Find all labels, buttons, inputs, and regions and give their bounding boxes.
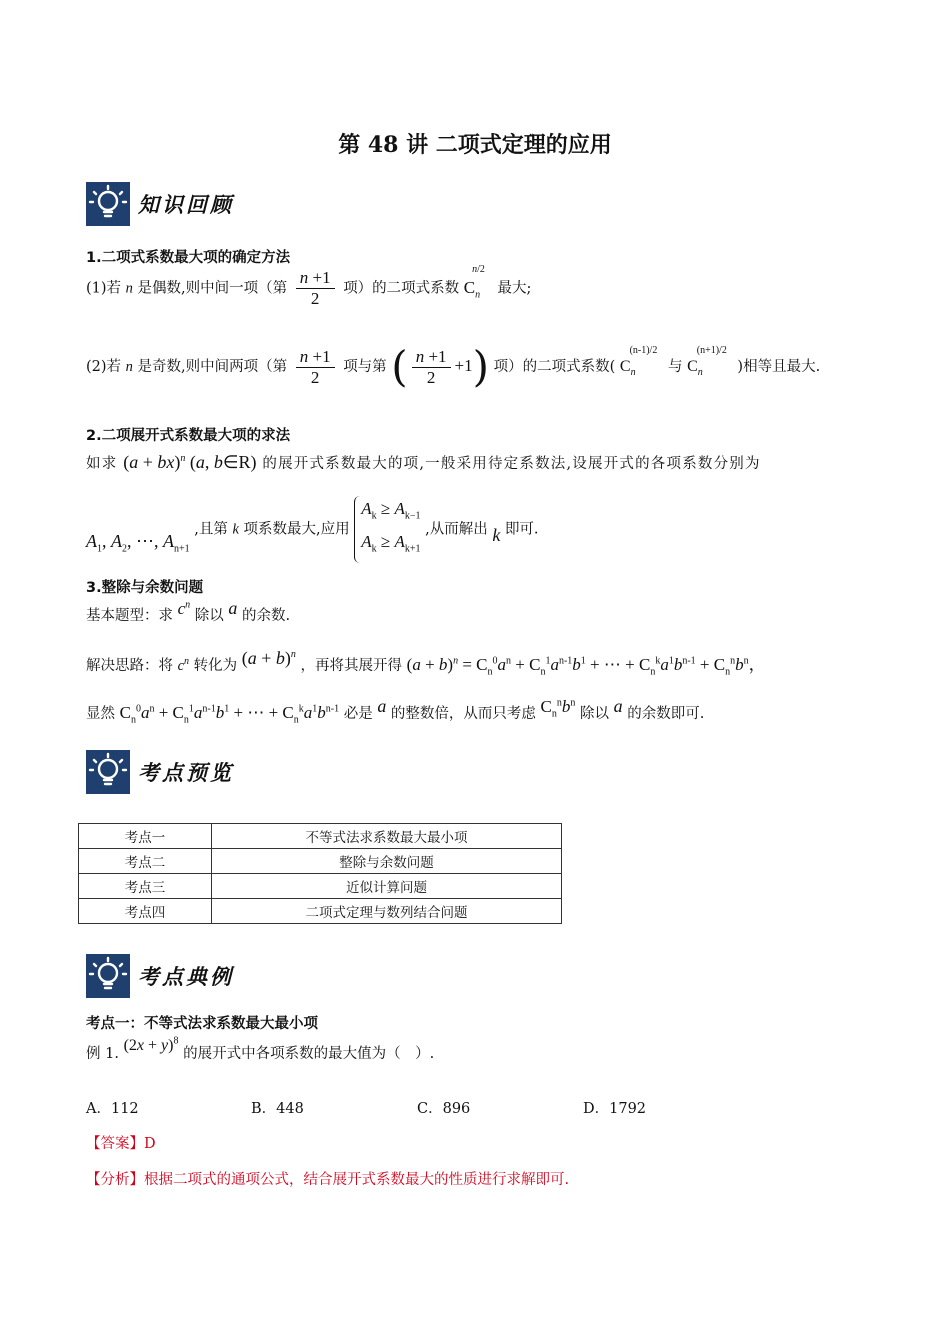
math-a: a xyxy=(228,598,238,618)
table-cell: 考点三 xyxy=(79,874,212,899)
math-fraction: $\frac{n +1}{2}$ xyxy=(412,347,451,388)
page-title: 第 48 讲 二项式定理的应用 xyxy=(338,132,612,158)
text: 的展开式中各项系数的最大值为（ ）. xyxy=(183,1046,435,1062)
text: 必是 xyxy=(343,706,373,722)
table-cell: 考点四 xyxy=(79,899,212,924)
math-expression: (a + bx)$^n$ (a, b∈R) xyxy=(123,452,257,472)
section-heading: 3.整除与余数问题 xyxy=(86,580,204,596)
math-expression: $C_n^0a^n + C_n^1a^{n-1}b^1$ + ⋯ + $C_n^ka^1b^{n-1}$ xyxy=(119,703,340,726)
lightbulb-icon xyxy=(86,750,130,794)
text: 项系数最大,应用 xyxy=(243,521,350,538)
topics-table xyxy=(78,823,562,924)
text: )相等且最大. xyxy=(737,359,821,375)
math-expression: $(a + b)^n$ xyxy=(241,648,296,668)
table-cell: 不等式法求系数最大最小项 xyxy=(212,824,562,849)
text: 项）的二项式系数( xyxy=(493,359,616,375)
math-expression: $(2x + y)^8$ xyxy=(123,1035,179,1054)
table-row xyxy=(79,874,562,899)
table-row xyxy=(79,824,562,849)
text: 是奇数,则中间两项（第 xyxy=(137,359,288,375)
text: 除以 xyxy=(579,706,609,722)
table-cell: 考点二 xyxy=(79,849,212,874)
banner-label: 考点预览 xyxy=(138,760,234,785)
section-heading: 1.二项式系数最大项的确定方法 xyxy=(86,250,291,266)
text: 与 xyxy=(667,359,683,375)
text: 项）的二项式系数 xyxy=(343,280,460,297)
option-d: D．1792 xyxy=(583,1101,647,1117)
math-binomial: $C_n^{(n-1)/2}$ xyxy=(619,344,658,379)
example-question xyxy=(86,1035,435,1063)
obvious-line xyxy=(86,696,705,726)
math-a: a xyxy=(613,696,623,716)
option-b: B．448 xyxy=(251,1101,304,1117)
coef-method-line1 xyxy=(86,452,761,473)
text: (2)若 xyxy=(86,359,122,375)
math-n: n xyxy=(125,359,133,375)
math-n: n xyxy=(125,280,133,297)
math-inequality-system: $A_k \ge A_{k-1}$ $A_k \ge A_{k+1}$ xyxy=(354,496,420,563)
math-binomial: $C_n^{n/2}$ xyxy=(463,263,485,300)
text: 的展开式系数最大的项,一般采用待定系数法,设展开式的各项系数分别为 xyxy=(262,456,761,472)
math-paren: ( xyxy=(391,342,408,391)
topic-heading: 考点一：不等式法求系数最大最小项 xyxy=(86,1016,318,1032)
solve-approach xyxy=(86,650,766,677)
text: 除以 xyxy=(194,608,224,624)
analysis-line: 【分析】根据二项式的通项公式，结合展开式系数最大的性质进行求解即可. xyxy=(86,1172,570,1188)
math-expression: $C_n^nb^n$ xyxy=(540,697,576,720)
text: (1)若 xyxy=(86,280,122,297)
text: 基本题型：求 xyxy=(86,608,173,624)
lightbulb-icon xyxy=(86,954,130,998)
section-banner-knowledge xyxy=(86,180,256,228)
math-cn: $c^n$ xyxy=(177,599,191,618)
math-fraction: $\frac{n +1}{2}$ xyxy=(296,347,335,388)
text: ，再将其展开得 xyxy=(300,658,403,674)
math-expression: $A_1$, $A_2$, ⋯, $A_{n+1}$ xyxy=(86,531,190,555)
rule-odd: (2)若 n 是奇数,则中间两项（第 $\frac{n +1}{2}$ 项与第 ( $\frac{n +1}{2}$ +1) 项）的二项式系数( $C_n^{(n-1)/2}$ 与 $C_n^{(n+1)/2}$ )相等且最大. xyxy=(86,342,821,391)
math-expansion: $(a + b)^n = C_n^0a^n + C_n^1a^{n-1}b^1$ + ⋯ + $C_n^ka^1b^{n-1} + C_n^nb^n$， xyxy=(406,655,766,678)
banner-label: 知识回顾 xyxy=(138,192,234,217)
text: 项与第 xyxy=(343,359,387,375)
text: 的余数. xyxy=(241,608,291,624)
text: 如求 xyxy=(86,456,118,472)
text: ,从而解出 xyxy=(425,521,488,538)
answer-line: 【答案】D xyxy=(86,1136,156,1152)
text: 解决思路：将 xyxy=(86,658,173,674)
table-row xyxy=(79,849,562,874)
math-binomial: $C_n^{(n+1)/2}$ xyxy=(687,344,727,379)
option-c: C．896 xyxy=(417,1101,471,1117)
table-row xyxy=(79,899,562,924)
table-cell: 近似计算问题 xyxy=(212,874,562,899)
table-cell: 二项式定理与数列结合问题 xyxy=(212,899,562,924)
section-heading: 2.二项展开式系数最大项的求法 xyxy=(86,428,291,444)
text: 即可. xyxy=(504,521,539,538)
text: 最大; xyxy=(497,280,532,297)
text: 显然 xyxy=(86,706,115,722)
math-a: a xyxy=(377,696,387,716)
math-cn: $c^n$ xyxy=(177,656,190,674)
basic-problem xyxy=(86,598,291,625)
banner-label: 考点典例 xyxy=(138,964,234,989)
text: ,且第 xyxy=(194,521,228,538)
section-banner-examples xyxy=(86,952,256,1000)
math-k: k xyxy=(492,525,501,546)
text: 转化为 xyxy=(193,658,238,674)
coef-method-line2 xyxy=(86,496,539,563)
table-cell: 考点一 xyxy=(79,824,212,849)
text: 的整数倍，从而只考虑 xyxy=(390,706,536,722)
option-a: A．112 xyxy=(86,1101,139,1117)
table-cell: 整除与余数问题 xyxy=(212,849,562,874)
math-fraction: $\frac{n +1}{2}$ xyxy=(296,268,335,309)
rule-even xyxy=(86,263,532,309)
math-k: k xyxy=(232,521,239,538)
text: 是偶数,则中间一项（第 xyxy=(137,280,288,297)
text: 例 1. xyxy=(86,1046,119,1062)
section-banner-preview xyxy=(86,748,256,796)
text: 的余数即可. xyxy=(627,706,705,722)
lightbulb-icon xyxy=(86,182,130,226)
